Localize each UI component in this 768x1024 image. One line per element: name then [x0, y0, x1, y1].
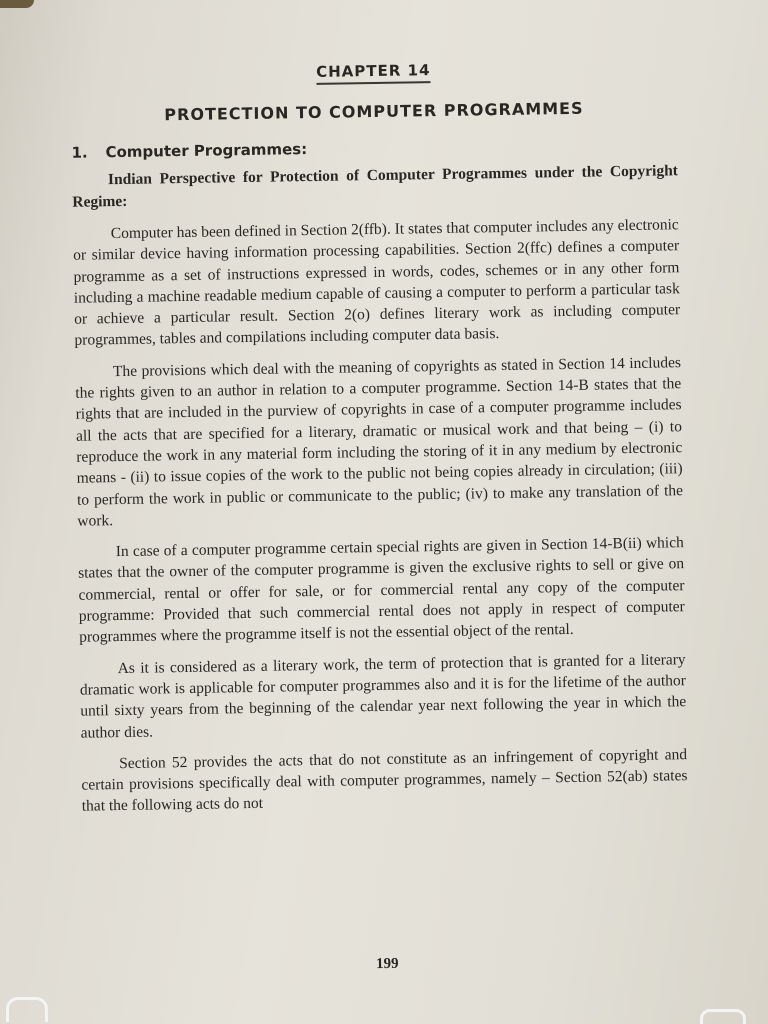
chapter-label — [70, 57, 676, 89]
page-corner-shadow — [0, 0, 34, 8]
section-number: 1. — [71, 143, 88, 162]
corner-bracket-icon — [6, 997, 48, 1022]
page-content — [70, 47, 688, 973]
paragraph-1: Computer has been defined in Section 2(ffb). It states that computer includes any electronic or similar device having information processing capabilities. Section 2(ffc) defines a computer programme as a set of instructions expressed in words, codes, schemes or in any other form including a machine readable medium capable of causing a computer to perform a particular task or achieve a particular result. Section 2(o) defines literary work as including computer programmes, tables and compilations including computer data basis. — [73, 216, 681, 350]
chapter-label-text: CHAPTER 14 — [316, 61, 431, 85]
page-number: 199 — [375, 955, 399, 973]
subheading: Indian Perspective for Protection of Computer Programmes under the Copyright Regime: — [72, 162, 679, 211]
paragraph-5: Section 52 provides the acts that do not constitute as an infringement of copyright and certain provisions specifically deal with computer programmes, namely – Section 52(ab) states that the following acts do not — [81, 745, 688, 816]
paragraph-2: The provisions which deal with the meaning of copyrights as stated in Section 14 includes the rights given to an author in relation to a computer programme. Section 14-B states that the rights that are included in the purview of copyrights in case of a computer programme includes all the acts that are specified for a literary, dramatic or musical work and that being – (i) to reproduce the work in any material form including the storing of it in any medium by electronic means - (ii) to issue copies of the work to the public not being copies already in circulation; (iii) to perform the work in public or communicate to the public; (iv) to make any translation of the work. — [75, 353, 684, 530]
chapter-title: PROTECTION TO COMPUTER PROGRAMMES — [164, 98, 584, 125]
section-title: Computer Programmes: — [105, 140, 308, 162]
paragraph-4: As it is considered as a literary work, the term of protection that is granted for a literary dramatic work is applicable for computer programmes also and it is for the lifetime of the author until sixty years from the beginning of the calendar year next following the year in which the author dies. — [79, 650, 687, 742]
corner-bracket-icon — [700, 1009, 746, 1024]
paragraph-3: In case of a computer programme certain special rights are given in Section 14-B(ii) which states that the owner of the computer programme is given the exclusive rights to sell or give on commercial, rental or offer for sale, or for commercial rental any copy of the computer programme: Provided that such commercial rental does not apply in respect of computer programmes where the programme itself is not the essential object of the rental. — [78, 534, 685, 647]
section-heading — [71, 134, 677, 162]
